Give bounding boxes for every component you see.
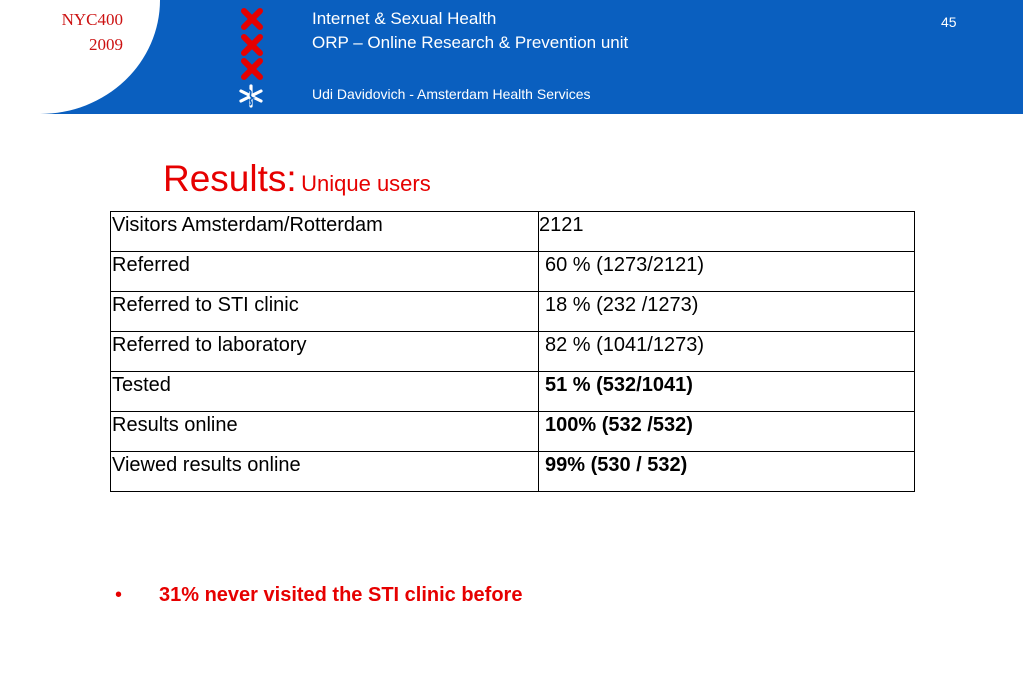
- bullet-point: [115, 584, 522, 607]
- x-cross-icon: [241, 58, 263, 80]
- slide-title-sub: Unique users: [301, 171, 431, 196]
- header-subtitle: Udi Davidovich - Amsterdam Health Services: [312, 86, 591, 102]
- x-cross-icon: [241, 34, 263, 56]
- logo-area: [0, 0, 160, 114]
- bullet-marker: •: [115, 584, 123, 606]
- row-value: 82 % (1041/1273): [539, 332, 915, 372]
- row-label: Tested: [111, 372, 539, 412]
- table-row: [111, 372, 915, 412]
- slide-title-main: Results:: [163, 158, 297, 199]
- x-cross-icon: [241, 8, 263, 30]
- header-title-line-2: ORP – Online Research & Prevention unit: [312, 33, 629, 52]
- header-title-line-1: Internet & Sexual Health: [312, 9, 497, 28]
- row-value: 60 % (1273/2121): [539, 252, 915, 292]
- row-label: Referred: [111, 252, 539, 292]
- row-label: Viewed results online: [111, 452, 539, 492]
- logo-line-1: NYC400: [61, 10, 123, 29]
- logo-text: [28, 7, 123, 57]
- table-row: [111, 332, 915, 372]
- table-row: [111, 412, 915, 452]
- results-table: [110, 211, 915, 492]
- table-row: [111, 252, 915, 292]
- row-value: 99% (530 / 532): [539, 452, 915, 492]
- row-label: Referred to laboratory: [111, 332, 539, 372]
- table-row: [111, 292, 915, 332]
- medical-star-icon: [238, 84, 264, 108]
- slide-number: 45: [941, 14, 957, 30]
- row-value: 18 % (232 /1273): [539, 292, 915, 332]
- slide-title: [163, 158, 431, 200]
- table-row: [111, 212, 915, 252]
- header-band: [0, 0, 1023, 114]
- row-value: 51 % (532/1041): [539, 372, 915, 412]
- logo-line-2: 2009: [89, 35, 123, 54]
- row-label: Visitors Amsterdam/Rotterdam: [111, 212, 539, 252]
- row-label: Referred to STI clinic: [111, 292, 539, 332]
- bullet-text: 31% never visited the STI clinic before: [159, 584, 523, 606]
- row-label: Results online: [111, 412, 539, 452]
- table-row: [111, 452, 915, 492]
- row-value: 100% (532 /532): [539, 412, 915, 452]
- row-value: 2121: [539, 212, 915, 252]
